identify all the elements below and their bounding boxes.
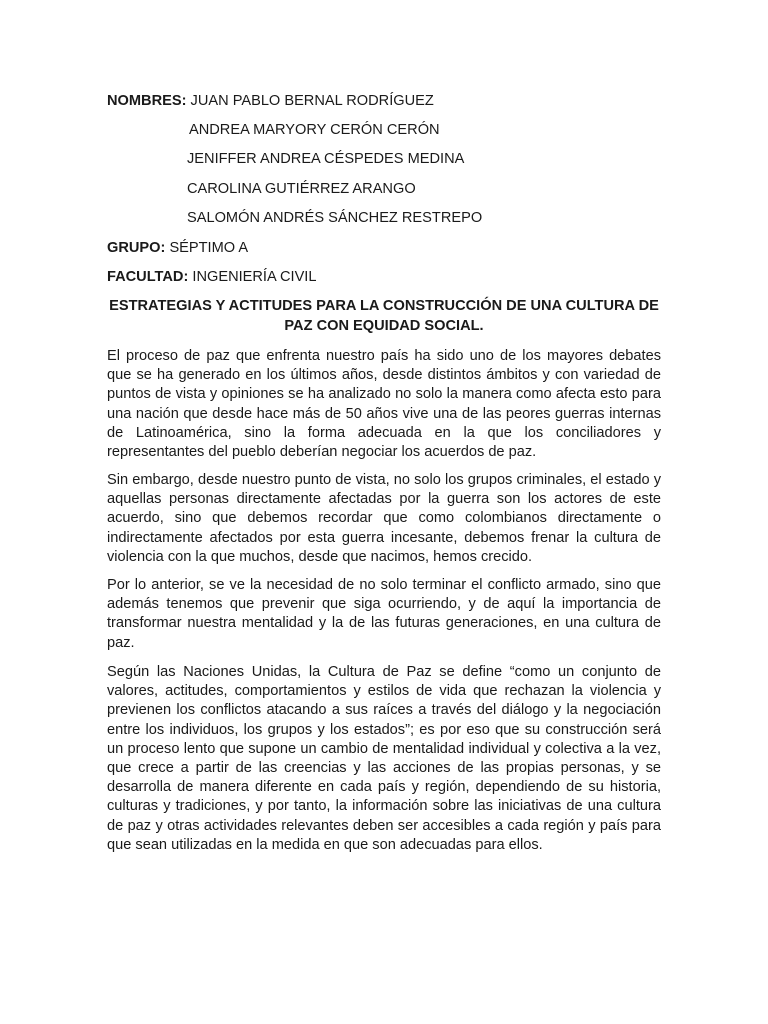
paragraph-4: Según las Naciones Unidas, la Cultura de Paz se define “como un conjunto de valores, actitudes, comportamientos y estilos de vida que rechazan la violencia y previenen los conflictos atacando a sus raíces a través del diálogo y la negociación entre los individuos, los grupos y los estados”; es por eso que su construcción será un proceso lento que supone un cambio de mentalidad individual y colectiva a la vez, que crece a partir de las creencias y las acciones de las propias personas, y se desarrolla de manera diferente en cada país y región, dependiendo de su historia, culturas y tradiciones, y por tanto, la información sobre las iniciativas de una cultura de paz y otras actividades relevantes deben ser accesibles a cada región y país para que sean utilizadas en la medida en que son adecuadas para ellos. <box>107 664 661 853</box>
document-title: ESTRATEGIAS Y ACTITUDES PARA LA CONSTRUCCIÓN DE UNA CULTURA DE PAZ CON EQUIDAD SOCIAL. <box>109 298 659 334</box>
name-3: JENIFFER ANDREA CÉSPEDES MEDINA <box>187 151 465 167</box>
paragraph-2: Sin embargo, desde nuestro punto de vista, no solo los grupos criminales, el estado y aquellas personas directamente afectadas por la guerra son los actores de este acuerdo, sino que debemos recordar que como colombianos directamente o indirectamente afectados por esta guerra incesante, debemos frenar la cultura de violencia con la que muchos, desde que nacimos, hemos crecido. <box>107 472 661 565</box>
facultad-row <box>107 268 316 286</box>
grupo-row <box>107 239 248 257</box>
grupo-label: GRUPO: <box>107 240 166 256</box>
facultad-label: FACULTAD: <box>107 269 189 285</box>
name-1: JUAN PABLO BERNAL RODRÍGUEZ <box>190 93 434 109</box>
nombres-row <box>107 92 434 110</box>
nombres-label: NOMBRES: <box>107 93 187 109</box>
name-4: CAROLINA GUTIÉRREZ ARANGO <box>187 181 416 197</box>
paragraph-3: Por lo anterior, se ve la necesidad de no solo terminar el conflicto armado, sino que además tenemos que prevenir que siga ocurriendo, y de aquí la importancia de transformar nuestra mentalidad y la de las futuras generaciones, en una cultura de paz. <box>107 577 661 651</box>
name-2: ANDREA MARYORY CERÓN CERÓN <box>189 122 440 138</box>
grupo-value: SÉPTIMO A <box>169 240 249 256</box>
paragraph-1: El proceso de paz que enfrenta nuestro país ha sido uno de los mayores debates que se ha generado en los últimos años, desde distintos ámbitos y con variedad de puntos de vista y opiniones se ha analizado no solo la manera como afecta esto para una nación que desde hace más de 50 años vive una de las peores guerras internas de Latinoamérica, sino la forma adecuada en la que los conciliadores y representantes del pueblo deberían negociar los acuerdos de paz. <box>107 348 661 461</box>
name-5: SALOMÓN ANDRÉS SÁNCHEZ RESTREPO <box>187 210 483 226</box>
facultad-value: INGENIERÍA CIVIL <box>192 269 317 285</box>
